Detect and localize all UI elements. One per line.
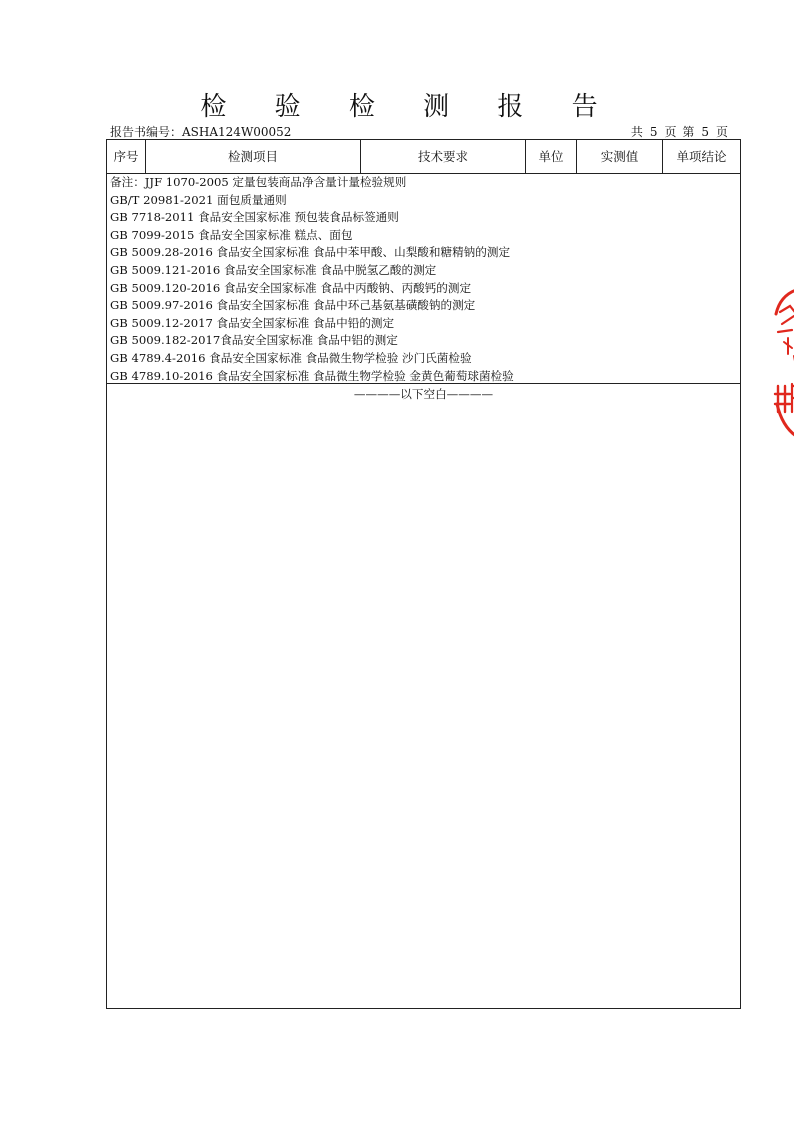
page-indicator (628, 123, 732, 140)
remark-line: GB 5009.182-2017食品安全国家标准 食品中铝的测定 (110, 333, 398, 348)
remarks-section (107, 173, 740, 384)
page-total: 5 (649, 125, 659, 139)
remark-line: GB 5009.121-2016 食品安全国家标准 食品中脱氢乙酸的测定 (110, 262, 437, 277)
report-title: 检 验 检 测 报 告 (200, 92, 618, 122)
remark-line: GB 4789.10-2016 食品安全国家标准 食品微生物学检验 金黄色葡萄球菌检验 (110, 368, 514, 383)
page-prefix: 共 (630, 125, 644, 139)
remark-line: 备注：JJF 1070-2005 定量包装商品净含量计量检验规则 (110, 175, 407, 189)
remark-line: GB 7099-2015 食品安全国家标准 糕点、面包 (110, 227, 353, 242)
remark-line: GB 5009.120-2016 食品安全国家标准 食品中丙酸钠、丙酸钙的测定 (110, 280, 472, 295)
page-current: 5 (701, 125, 710, 139)
report-number-label: 报告书编号： (110, 125, 183, 139)
header-test-item: 检测项目 (146, 140, 361, 173)
table-header-row (107, 140, 740, 174)
header-unit: 单位 (526, 140, 577, 173)
report-table (106, 139, 741, 1009)
report-number-value: ASHA124W00052 (182, 125, 292, 139)
header-requirement: 技术要求 (361, 140, 526, 173)
remark-line: GB 5009.97-2016 食品安全国家标准 食品中环己基氨基磺酸钠的测定 (110, 298, 476, 313)
remark-line: GB 4789.4-2016 食品安全国家标准 食品微生物学检验 沙门氏菌检验 (110, 350, 472, 365)
page-mid: 页 第 (664, 125, 696, 139)
header-measured-value: 实测值 (577, 140, 663, 173)
report-number (110, 123, 291, 140)
remark-line: GB/T 20981-2021 面包质量通则 (110, 192, 287, 207)
remark-line: GB 7718-2011 食品安全国家标准 预包装食品标签通则 (110, 210, 399, 225)
header-conclusion: 单项结论 (676, 149, 727, 164)
blank-below-marker: ————以下空白———— (353, 387, 494, 401)
remark-line: GB 5009.12-2017 食品安全国家标准 食品中铅的测定 (110, 315, 395, 330)
seal-stamp (772, 286, 794, 441)
remark-line: GB 5009.28-2016 食品安全国家标准 食品中苯甲酸、山梨酸和糖精钠的测定 (110, 245, 511, 260)
header-index: 序号 (107, 140, 146, 173)
page-suffix: 页 (715, 125, 729, 139)
